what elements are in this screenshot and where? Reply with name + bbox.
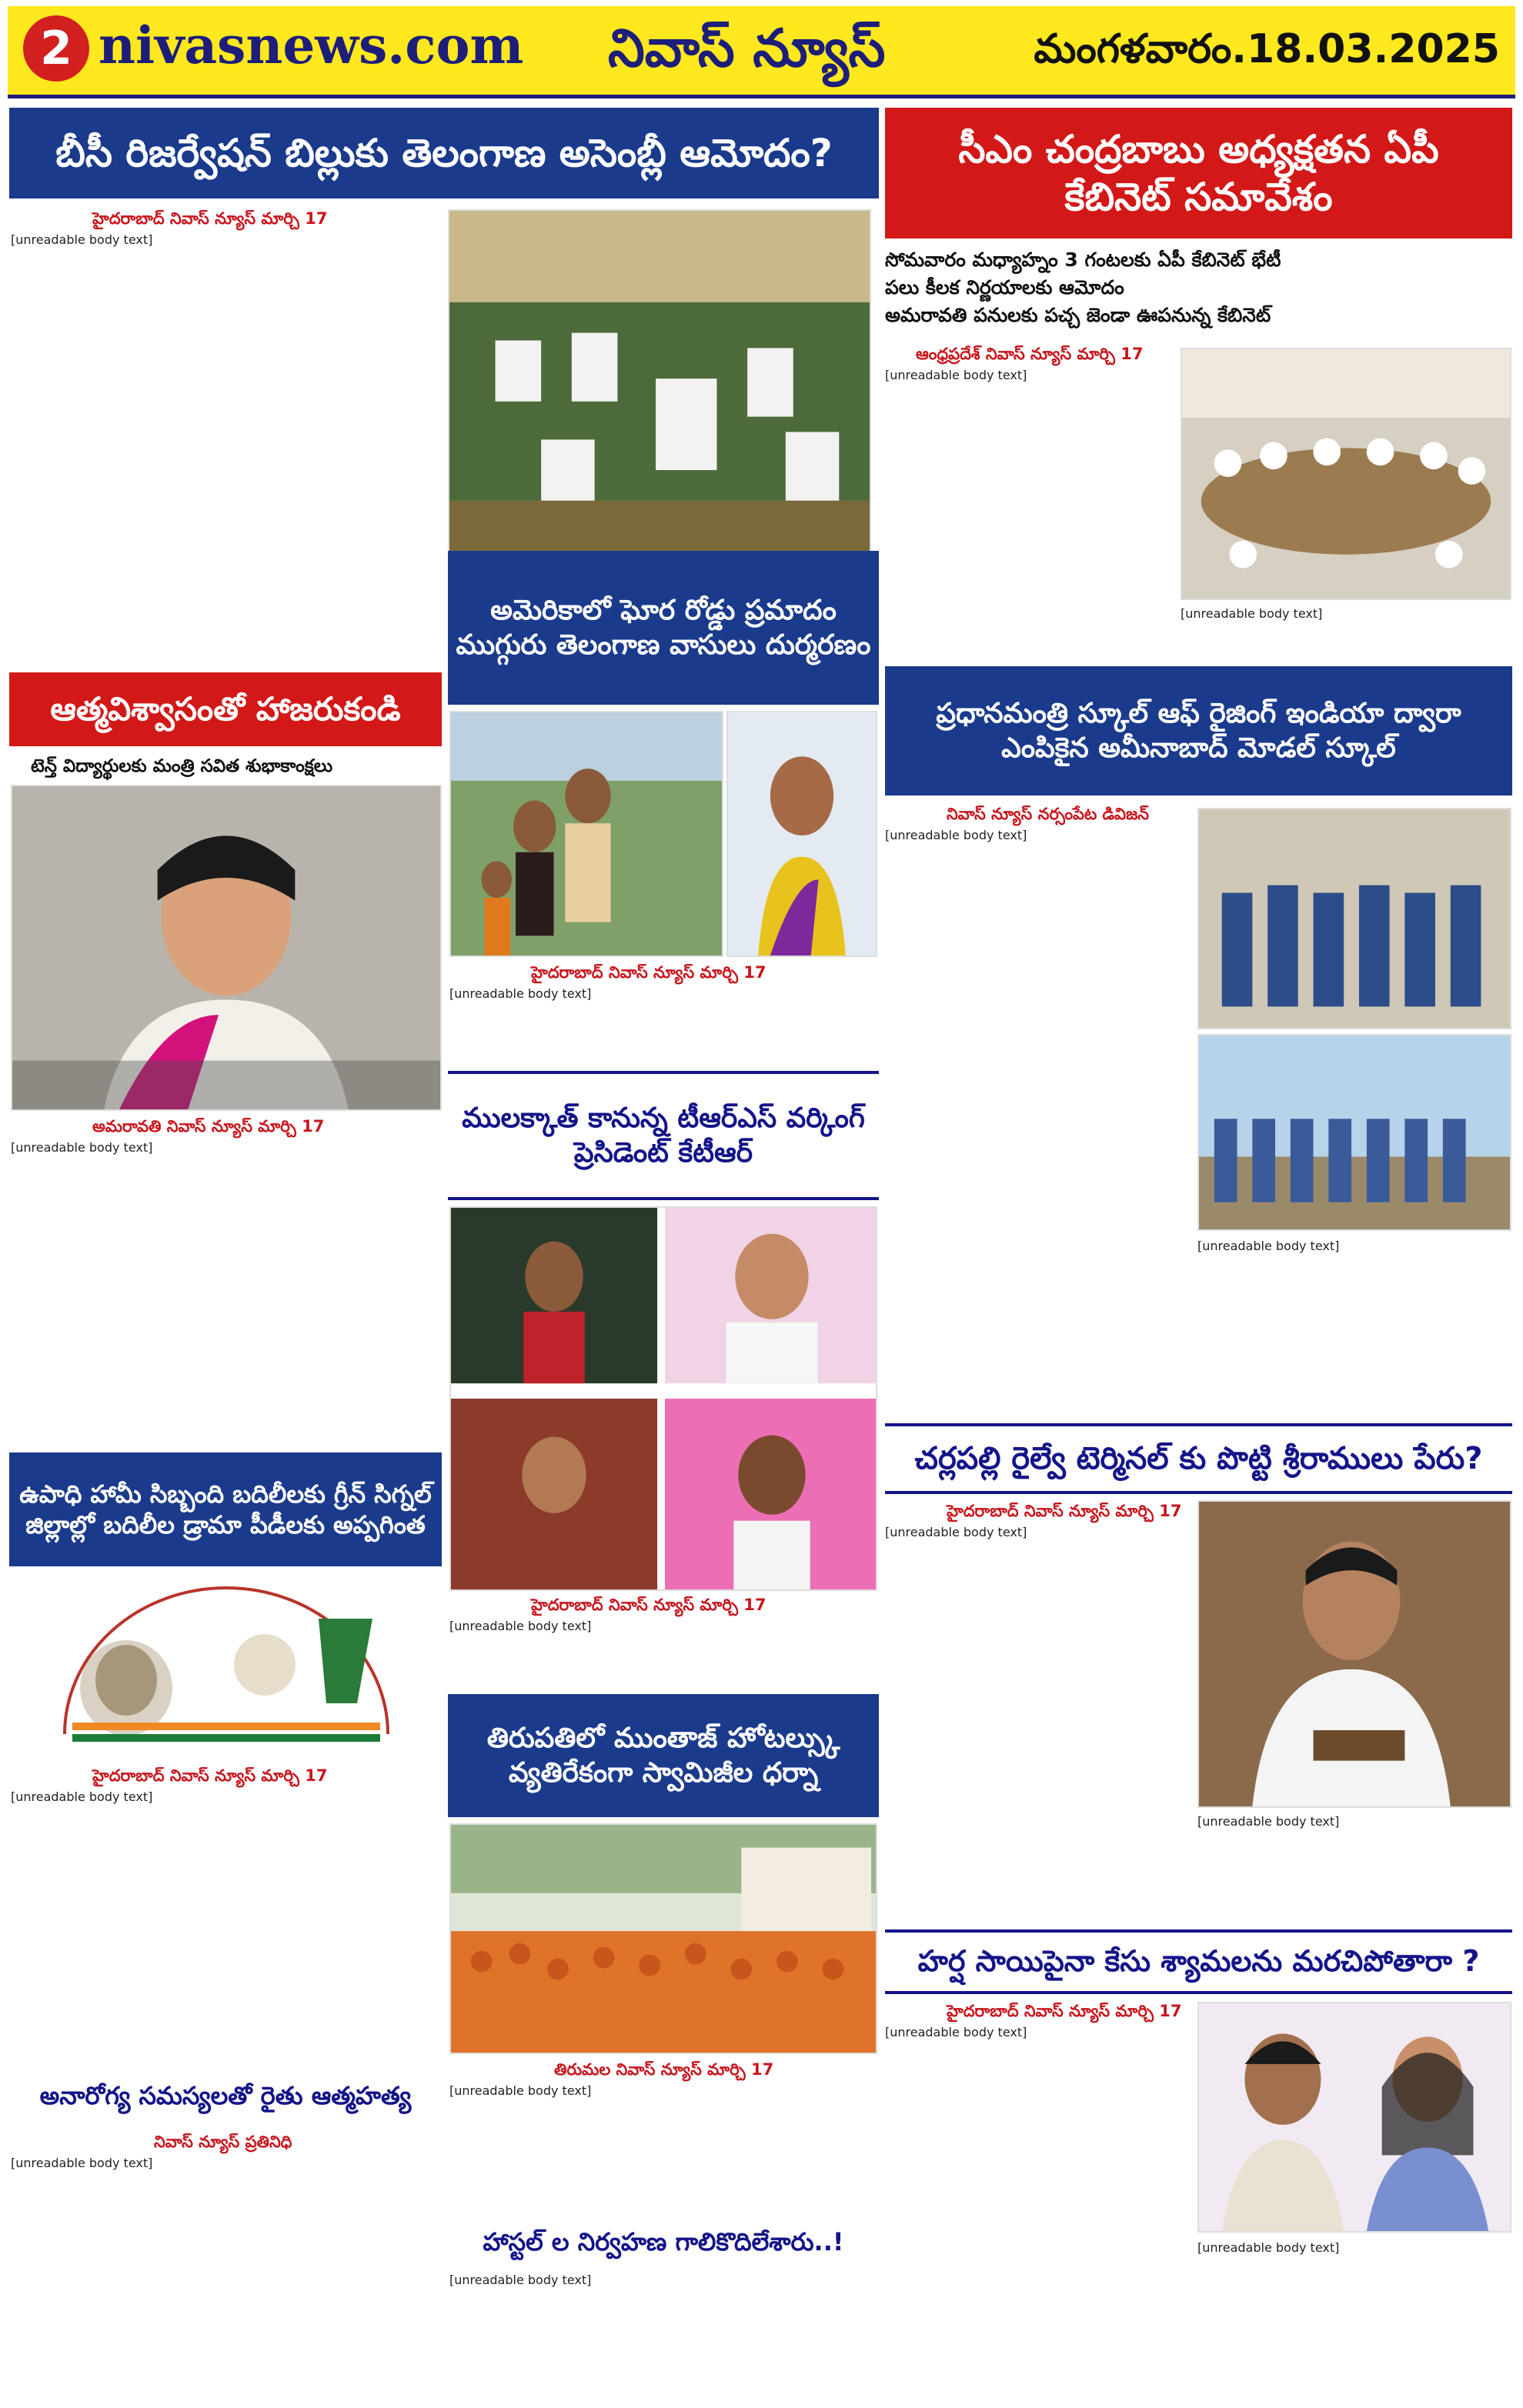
school-event-photo-1 xyxy=(1197,808,1511,1029)
tirupati-headline xyxy=(448,1694,879,1817)
ktr-collage xyxy=(449,1206,877,1591)
assembly-photo xyxy=(448,209,871,563)
confidence-headline-text: ఆత్మవిశ్వాసంతో హాజరుకండి xyxy=(50,689,401,728)
cabinet-dateline: ఆంధ్రప్రదేశ్ నివాస్ న్యూస్ మార్చి 17 xyxy=(916,345,1144,363)
bc-bill-headline xyxy=(9,108,879,198)
ktr-headline xyxy=(448,1071,879,1200)
school-event-photo-2 xyxy=(1197,1034,1511,1231)
hostel-headline-text: హాస్టల్ ల నిర్వహణ గాలికొదిలేశారు..! xyxy=(483,2227,844,2256)
bc-bill-headline-text: బీసీ రిజర్వేషన్ బిల్లుకు తెలంగాణ అసెంబ్లీ ఆమోదం? xyxy=(55,130,833,175)
america-headline-text: అమెరికాలో ఘోర రోడ్డు ప్రమాదం ముగ్గురు తెలంగాణ వాసులు దుర్మరణం xyxy=(456,595,871,661)
woman-portrait xyxy=(726,711,877,957)
charlapalli-headline xyxy=(885,1423,1512,1494)
cabinet-headline xyxy=(885,108,1512,238)
cabinet-headline-text: సీఎం చంద్రబాబు అధ్యక్షతన ఏపీ కేబినెట్ సమావేశం xyxy=(958,126,1439,219)
charlapalli-dateline: హైదరాబాద్ నివాస్ న్యూస్ మార్చి 17 xyxy=(947,1502,1182,1520)
upadhi-body: [unreadable body text] xyxy=(11,1789,153,1804)
bc-bill-body: [unreadable body text] xyxy=(11,232,153,247)
page-number-badge: 2 xyxy=(23,15,89,82)
harsha-headline-text: హర్ష సాయిపైనా కేసు శ్యామలను మరచిపోతారా ? xyxy=(917,1944,1480,1979)
harsha-syamala-photo xyxy=(1197,2002,1511,2233)
cabinet-meeting-photo xyxy=(1181,348,1511,600)
family-photo xyxy=(449,711,723,957)
tirupati-protest-photo xyxy=(449,1823,877,2054)
america-body: [unreadable body text] xyxy=(449,986,592,1001)
charlapalli-body: [unreadable body text] xyxy=(885,1525,1027,1539)
school-body-2: [unreadable body text] xyxy=(1197,1239,1340,1253)
ktr-headline-text: ములక్కాత్ కానున్న టీఆర్ఎస్ వర్కింగ్ ప్రెసిడెంట్ కేటీఆర్ xyxy=(462,1102,865,1169)
school-body: [unreadable body text] xyxy=(885,828,1027,842)
charlapalli-headline-text: చర్లపల్లి రైల్వే టెర్మినల్ కు పొట్టి శ్రీరాములు పేరు? xyxy=(914,1441,1483,1476)
farmer-body: [unreadable body text] xyxy=(11,2156,153,2170)
cabinet-sub-2: పలు కీలక నిర్ణయాలకు ఆమోదం xyxy=(885,276,1124,298)
tirupati-headline-text: తిరుపతిలో ముంతాజ్ హోటల్స్కు వ్యతిరేకంగా స్వామిజీల ధర్నా xyxy=(486,1723,840,1789)
harsha-body: [unreadable body text] xyxy=(885,2025,1027,2039)
ktr-body: [unreadable body text] xyxy=(449,1619,592,1633)
cabinet-sub-1: సోమవారం మధ్యాహ్నం 3 గంటలకు ఏపీ కేబినెట్ భేటీ xyxy=(885,248,1281,271)
school-dateline: నివాస్ న్యూస్ నర్సంపేట డివిజన్ xyxy=(947,805,1150,823)
cabinet-sub-3: అమరావతి పనులకు పచ్చ జెండా ఊపనున్న కేబినెట్ xyxy=(885,304,1271,326)
ktr-dateline: హైదరాబాద్ నివాస్ న్యూస్ మార్చి 17 xyxy=(531,1596,767,1614)
farmer-headline-text: అనారోగ్య సమస్యలతో రైతు ఆత్మహత్య xyxy=(39,2081,412,2110)
charlapalli-body-2: [unreadable body text] xyxy=(1197,1814,1340,1829)
cabinet-body: [unreadable body text] xyxy=(885,368,1027,382)
america-headline xyxy=(448,551,879,705)
confidence-dateline: అమరావతి నివాస్ న్యూస్ మార్చి 17 xyxy=(92,1117,325,1136)
confidence-body: [unreadable body text] xyxy=(11,1140,153,1155)
confidence-headline xyxy=(9,672,442,746)
farmer-dateline: నివాస్ న్యూస్ ప్రతినిధి xyxy=(154,2133,292,2151)
issue-date: మంగళవారం.18.03.2025 xyxy=(1034,26,1500,72)
america-dateline: హైదరాబాద్ నివాస్ న్యూస్ మార్చి 17 xyxy=(531,963,767,982)
cabinet-body-2: [unreadable body text] xyxy=(1181,606,1323,621)
revanth-reddy-photo xyxy=(1197,1500,1511,1808)
brand-title: నివాస్ న్యూస్ xyxy=(608,18,886,79)
school-headline xyxy=(885,666,1512,795)
farmer-headline xyxy=(9,2066,442,2125)
hostel-body: [unreadable body text] xyxy=(449,2273,592,2287)
masthead xyxy=(8,6,1515,98)
minister-portrait xyxy=(11,785,442,1111)
hostel-headline xyxy=(448,2217,879,2266)
harsha-headline xyxy=(885,1929,1512,1994)
school-headline-text: ప్రధానమంత్రి స్కూల్ ఆఫ్ రైజింగ్ ఇండియా ద్వారా ఎంపికైన అమీనాబాద్ మోడల్ స్కూల్ xyxy=(936,698,1461,764)
harsha-body-2: [unreadable body text] xyxy=(1197,2240,1340,2255)
confidence-sub: టెన్త్ విద్యార్థులకు మంత్రి సవిత శుభాకాంక్షలు xyxy=(31,756,333,776)
site-name[interactable]: nivasnews.com xyxy=(99,15,524,75)
tirupati-body: [unreadable body text] xyxy=(449,2083,592,2098)
upadhi-dateline: హైదరాబాద్ నివాస్ న్యూస్ మార్చి 17 xyxy=(92,1766,328,1785)
mgnrega-logo xyxy=(11,1573,442,1757)
tirupati-dateline: తిరుమల నివాస్ న్యూస్ మార్చి 17 xyxy=(554,2060,774,2079)
upadhi-headline xyxy=(9,1452,442,1566)
upadhi-headline-text: ఉపాధి హామీ సిబ్బంది బదిలీలకు గ్రీన్ సిగ్నల్ జిల్లాల్లో బదిలీల డ్రామా పీడీలకు అప్పగింత xyxy=(19,1479,432,1539)
harsha-dateline: హైదరాబాద్ నివాస్ న్యూస్ మార్చి 17 xyxy=(947,2002,1182,2020)
bc-bill-dateline: హైదరాబాద్ నివాస్ న్యూస్ మార్చి 17 xyxy=(92,209,328,228)
